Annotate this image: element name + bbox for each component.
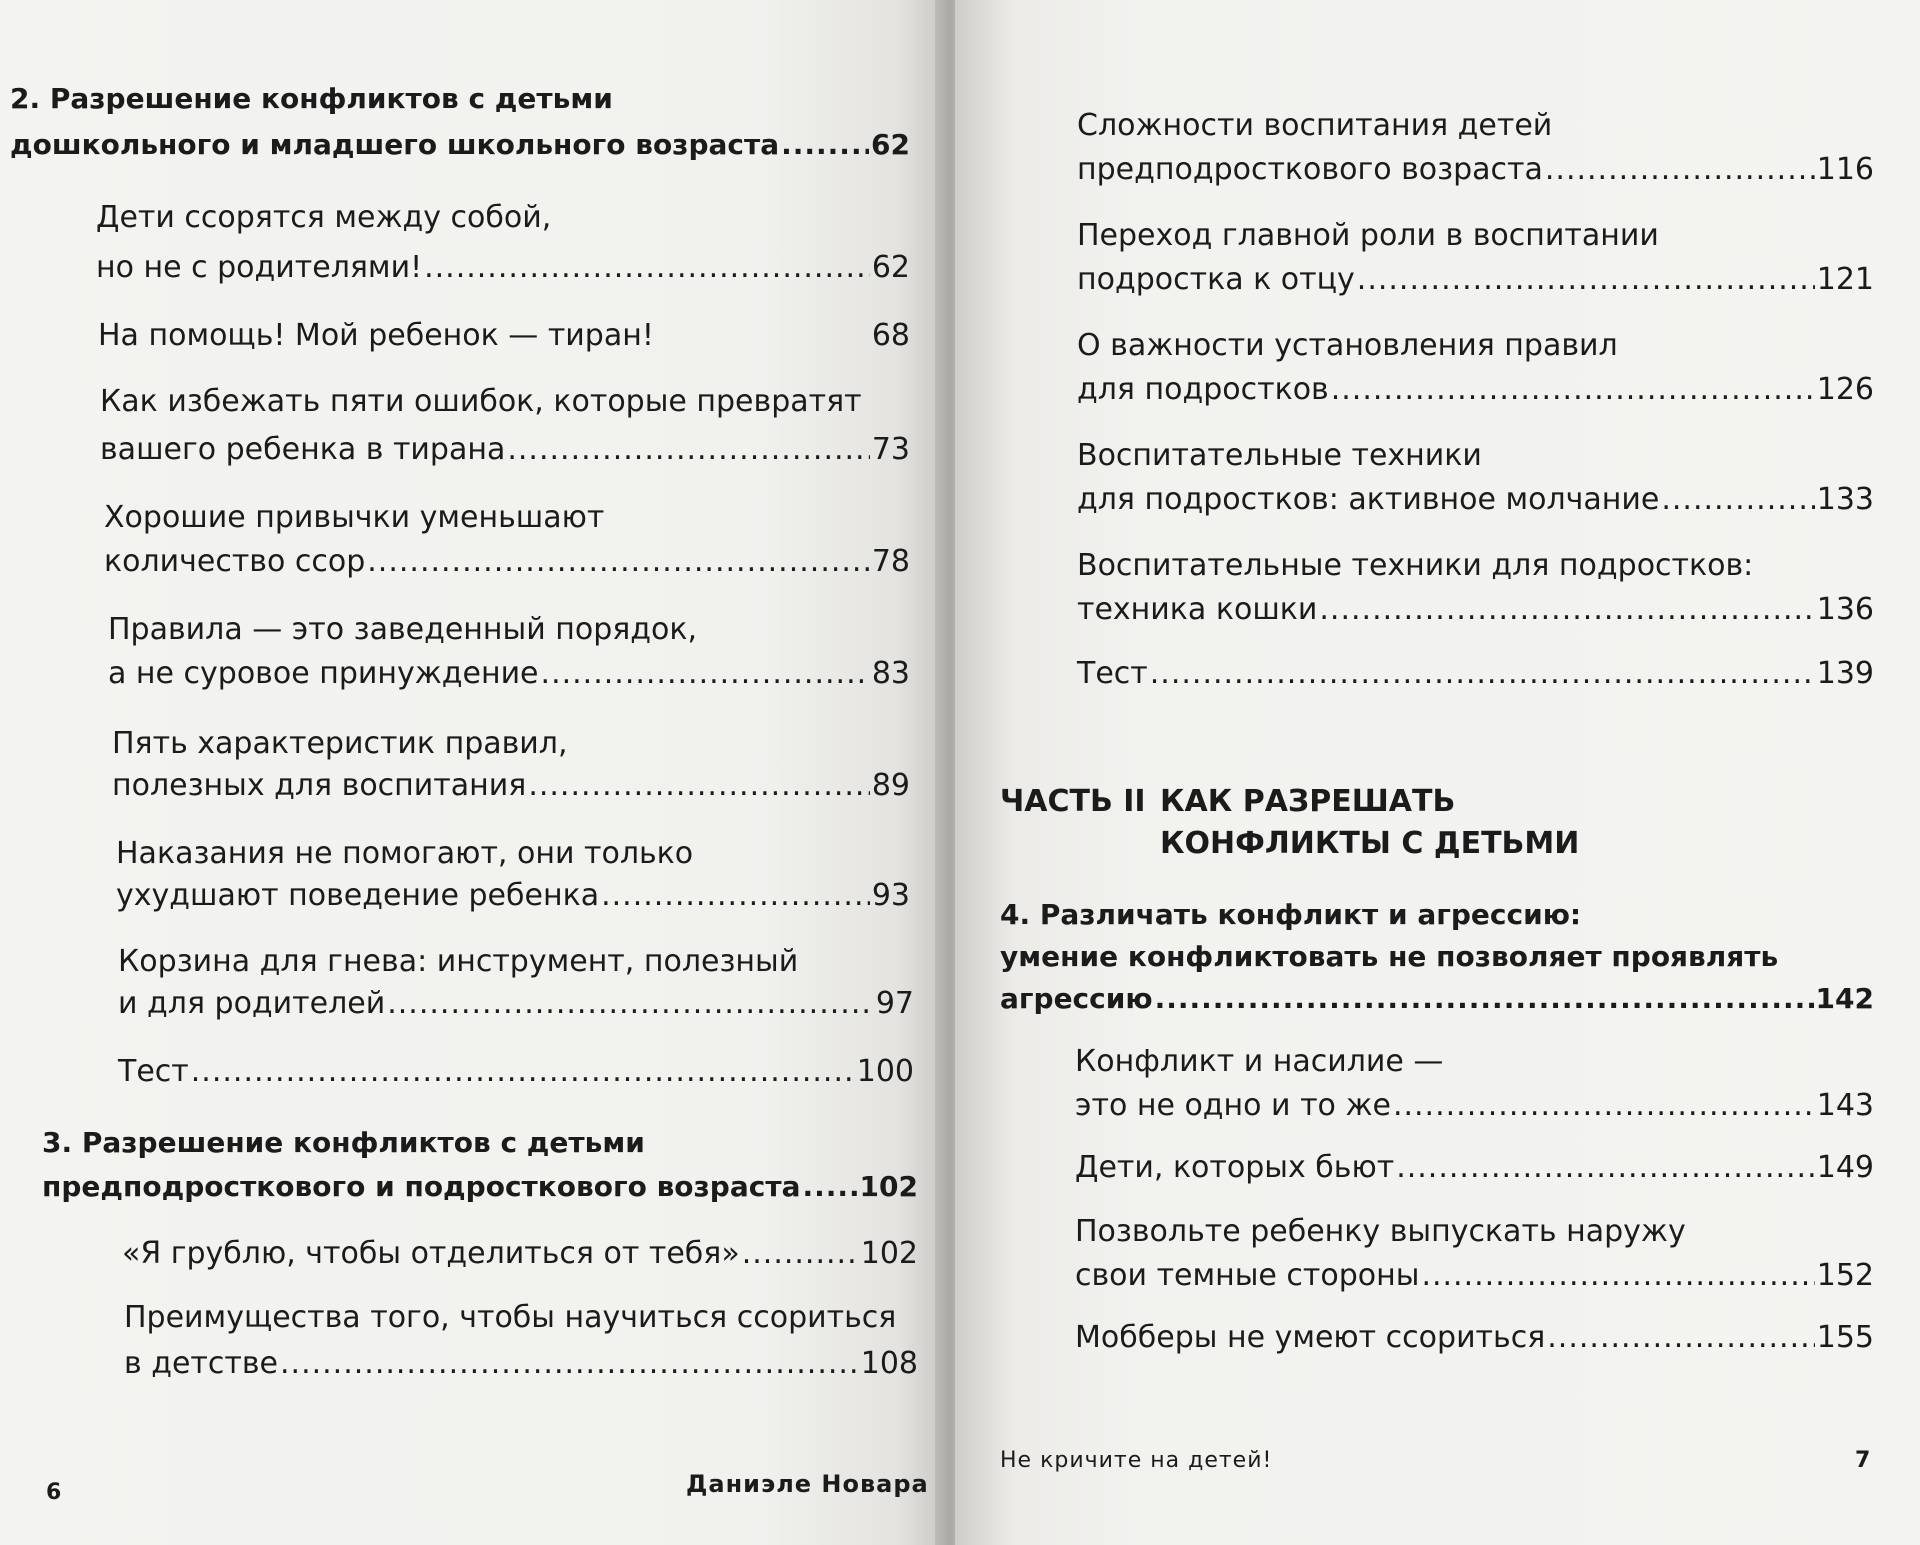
toc-entry-line1: Пять характеристик правил, <box>112 726 568 761</box>
toc-entry-title: Тест <box>1077 656 1148 691</box>
toc-entry[interactable] <box>98 318 910 353</box>
leader-dots <box>1547 1320 1814 1355</box>
page-number: 97 <box>875 986 914 1021</box>
toc-entry-line1: Правила — это заведенный порядок, <box>108 612 698 647</box>
leader-dots <box>367 544 870 579</box>
toc-entry-title: и для родителей <box>118 986 386 1021</box>
toc-entry-test[interactable] <box>118 1054 914 1089</box>
toc-entry-title: предподросткового возраста <box>1077 152 1543 187</box>
toc-entry-title: На помощь! Мой ребенок — тиран! <box>98 318 654 353</box>
toc-entry[interactable] <box>1075 1088 1874 1123</box>
leader-dots <box>781 128 869 161</box>
leader-dots <box>528 768 870 803</box>
page-number: 155 <box>1816 1320 1874 1355</box>
part-title-line1: КАК РАЗРЕШАТЬ <box>1160 784 1456 819</box>
toc-entry-title: техника кошки <box>1077 592 1318 627</box>
leader-dots <box>742 1236 859 1271</box>
toc-entry-title: но не с родителями! <box>96 250 423 285</box>
toc-entry-line1: Воспитательные техники <box>1077 438 1482 473</box>
toc-entry-title: подростка к отцу <box>1077 262 1355 297</box>
chapter-2-title-line2: дошкольного и младшего школьного возраста <box>10 128 780 161</box>
toc-entry[interactable] <box>100 432 910 467</box>
toc-entry-line1: Переход главной роли в воспитании <box>1077 218 1659 253</box>
toc-entry[interactable] <box>116 878 910 913</box>
left-page <box>0 0 945 1545</box>
chapter-4-title-line2: умение конфликтовать не позволяет проявлять <box>1000 940 1779 973</box>
leader-dots <box>387 986 874 1021</box>
toc-entry-title: количество ссор <box>104 544 366 579</box>
leader-dots <box>802 1170 857 1203</box>
leader-dots <box>1357 262 1815 297</box>
page-number: 108 <box>860 1346 918 1381</box>
toc-entry-line1: Сложности воспитания детей <box>1077 108 1553 143</box>
toc-entry[interactable] <box>118 986 914 1021</box>
toc-entry-title: Мобберы не умеют ссориться <box>1075 1320 1546 1355</box>
page-number: 100 <box>856 1054 914 1089</box>
page-number: 102 <box>860 1236 918 1271</box>
leader-dots <box>1661 482 1814 517</box>
page-number: 68 <box>871 318 910 353</box>
page-number: 149 <box>1816 1150 1874 1185</box>
toc-entry-line1: Позвольте ребенку выпускать наружу <box>1075 1214 1686 1249</box>
part-title-line2: КОНФЛИКТЫ С ДЕТЬМИ <box>1160 826 1580 861</box>
toc-entry-line1: Конфликт и насилие — <box>1075 1044 1444 1079</box>
leader-dots <box>1331 372 1815 407</box>
leader-dots <box>601 878 870 913</box>
leader-dots <box>1319 592 1814 627</box>
toc-entry-title: свои темные стороны <box>1075 1258 1420 1293</box>
toc-entry[interactable] <box>108 656 910 691</box>
chapter-3-title-line1: 3. Разрешение конфликтов с детьми <box>42 1126 645 1159</box>
toc-entry-line1: Корзина для гнева: инструмент, полезный <box>118 944 799 979</box>
page-number: 83 <box>871 656 910 691</box>
toc-entry-test[interactable] <box>1077 656 1874 691</box>
toc-entry[interactable] <box>1077 482 1874 517</box>
leader-dots <box>424 250 870 285</box>
toc-entry-line1: Хорошие привычки уменьшают <box>104 500 605 535</box>
page-number: 136 <box>1816 592 1874 627</box>
toc-entry-title: в детстве <box>124 1346 278 1381</box>
chapter-2-entry[interactable] <box>10 128 910 161</box>
toc-entry-title: это не одно и то же <box>1075 1088 1391 1123</box>
toc-entry-title: полезных для воспитания <box>112 768 527 803</box>
toc-entry-line1: Как избежать пяти ошибок, которые превратят <box>100 384 862 419</box>
toc-entry-title: Тест <box>118 1054 189 1089</box>
toc-entry-title: вашего ребенка в тирана <box>100 432 506 467</box>
page-number: 62 <box>871 250 910 285</box>
chapter-4-title-line3: агрессию <box>1000 982 1153 1015</box>
right-page <box>955 0 1920 1545</box>
leader-dots <box>1150 656 1815 691</box>
toc-entry-line1: Дети ссорятся между собой, <box>96 200 552 235</box>
page-number: 89 <box>871 768 910 803</box>
leader-dots <box>1396 1150 1815 1185</box>
page-number: 126 <box>1816 372 1874 407</box>
toc-entry[interactable] <box>124 1346 918 1381</box>
toc-entry[interactable] <box>96 250 910 285</box>
chapter-4-entry[interactable] <box>1000 982 1874 1015</box>
page-number-footer: 6 <box>46 1480 62 1505</box>
chapter-4-title-line1: 4. Различать конфликт и агрессию: <box>1000 898 1582 931</box>
chapter-2-title-line1: 2. Разрешение конфликтов с детьми <box>10 82 613 115</box>
page-number: 73 <box>871 432 910 467</box>
leader-dots <box>1393 1088 1815 1123</box>
toc-entry-title: для подростков: активное молчание <box>1077 482 1660 517</box>
page-number: 139 <box>1816 656 1874 691</box>
page-number: 121 <box>1816 262 1874 297</box>
page-number: 102 <box>859 1170 918 1203</box>
leader-dots <box>191 1054 855 1089</box>
page-number: 143 <box>1816 1088 1874 1123</box>
toc-entry[interactable] <box>1075 1258 1874 1293</box>
toc-entry[interactable] <box>104 544 910 579</box>
leader-dots <box>1421 1258 1814 1293</box>
toc-entry[interactable] <box>1075 1320 1874 1355</box>
part-label: ЧАСТЬ II <box>1000 784 1146 819</box>
page-number: 142 <box>1815 982 1874 1015</box>
toc-entry[interactable] <box>112 768 910 803</box>
toc-entry[interactable] <box>1077 372 1874 407</box>
page-number: 133 <box>1816 482 1874 517</box>
leader-dots <box>1545 152 1815 187</box>
toc-entry-line1: Наказания не помогают, они только <box>116 836 694 871</box>
leader-dots <box>1155 982 1814 1015</box>
leader-dots <box>507 432 869 467</box>
toc-entry[interactable] <box>122 1236 918 1271</box>
toc-entry-title: а не суровое принуждение <box>108 656 539 691</box>
leader-dots <box>541 656 870 691</box>
toc-entry-line1: Воспитательные техники для подростков: <box>1077 548 1754 583</box>
page-number: 152 <box>1816 1258 1874 1293</box>
chapter-3-title-line2: предподросткового и подросткового возраста <box>42 1170 801 1203</box>
toc-entry-line1: О важности установления правил <box>1077 328 1618 363</box>
toc-entry-title: ухудшают поведение ребенка <box>116 878 600 913</box>
leader-dots <box>280 1346 859 1381</box>
toc-entry[interactable] <box>1077 262 1874 297</box>
toc-entry-title: для подростков <box>1077 372 1329 407</box>
page-number: 116 <box>1816 152 1874 187</box>
page-number: 93 <box>871 878 910 913</box>
page-number: 78 <box>871 544 910 579</box>
toc-entry[interactable] <box>1077 592 1874 627</box>
author-name: Даниэле Новара <box>686 1470 929 1498</box>
chapter-3-entry[interactable] <box>42 1170 918 1203</box>
page-number-footer: 7 <box>1855 1448 1871 1473</box>
toc-entry-line1: Преимущества того, чтобы научиться ссориться <box>124 1300 897 1335</box>
book-title-footer: Не кричите на детей! <box>1000 1448 1273 1473</box>
page-number: 62 <box>871 128 910 161</box>
toc-entry-title: Дети, которых бьют <box>1075 1150 1395 1185</box>
toc-entry[interactable] <box>1075 1150 1874 1185</box>
toc-entry-title: «Я грублю, чтобы отделиться от тебя» <box>122 1236 740 1271</box>
toc-entry[interactable] <box>1077 152 1874 187</box>
